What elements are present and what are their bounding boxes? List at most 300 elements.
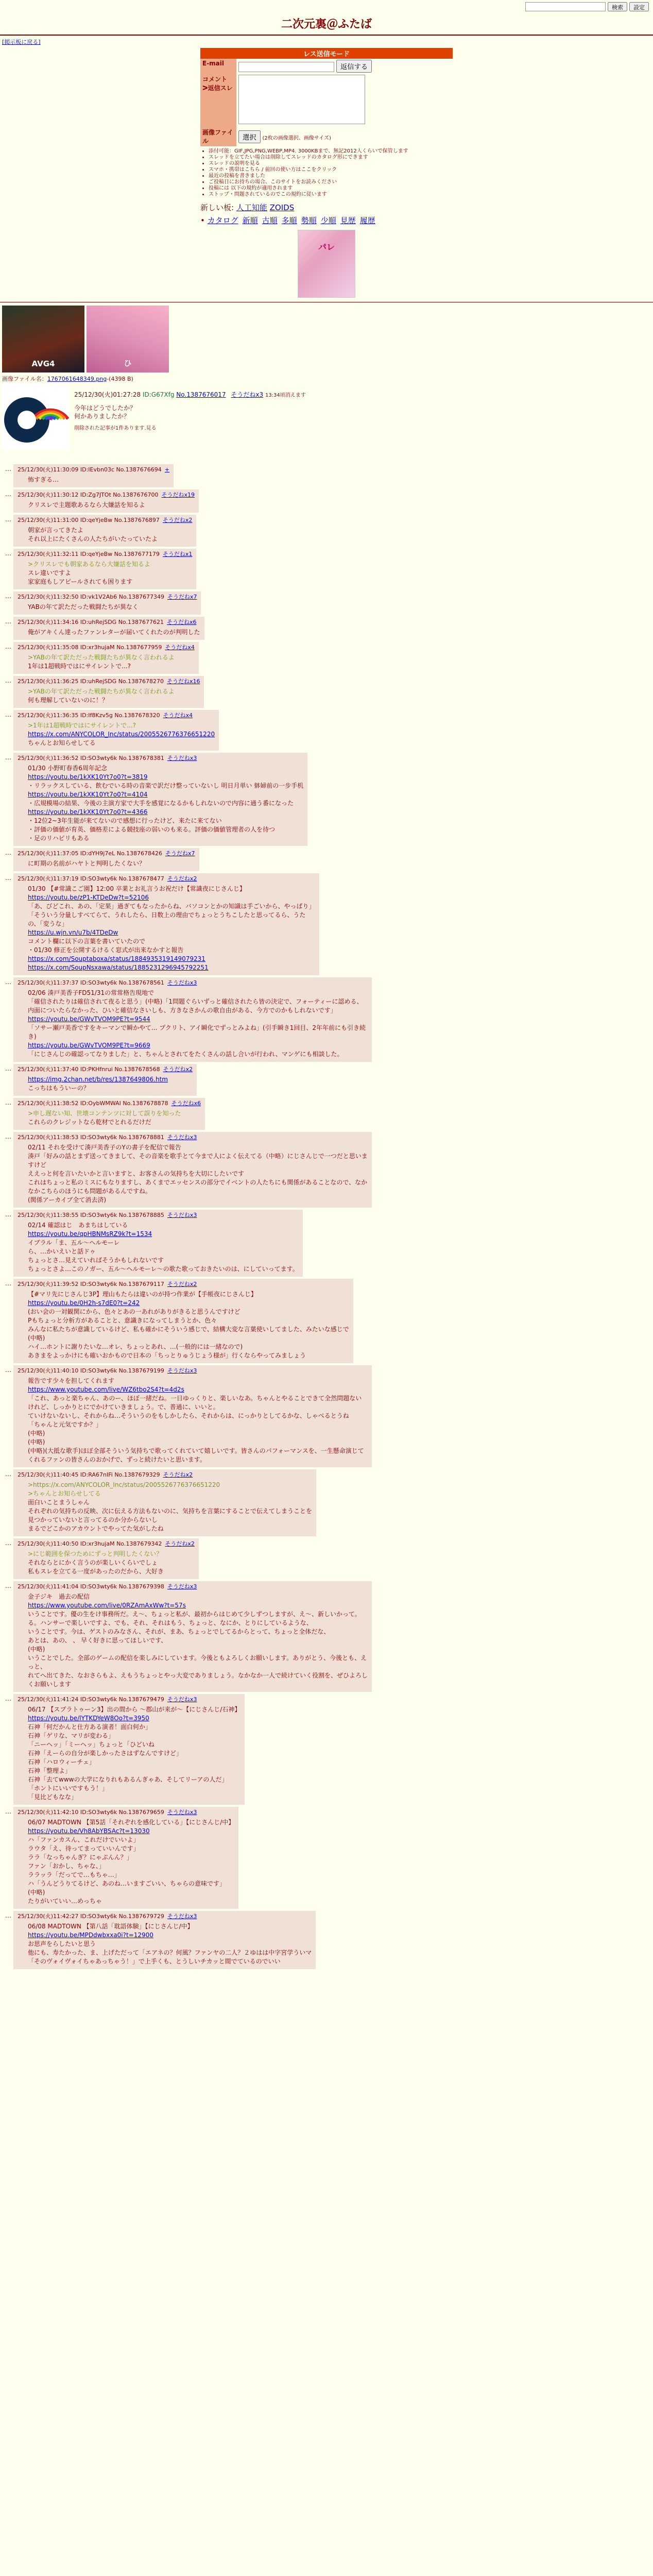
reply-body xyxy=(28,1705,240,1802)
reply-header xyxy=(18,1280,349,1288)
reply-line: ・12位2~3年生能が来てないので感想に行ったけど、来たに来てない xyxy=(28,817,222,824)
sodane-button[interactable]: そうだねx6 xyxy=(171,1100,201,1107)
reply-post xyxy=(5,1538,653,1579)
reply-line: こっちはもういーの？ xyxy=(28,1084,90,1092)
reply-link[interactable]: https://www.youtube.com/live/0RZAmAxWw?t=57s xyxy=(28,1602,186,1609)
reply-header-text: 25/12/30(火)11:38:55 ID:SO3wty6k No.1387678885 xyxy=(18,1212,164,1218)
reply-link[interactable]: https://youtu.be/1kXK10Yt7o0?t=4104 xyxy=(28,791,148,798)
catalog-link[interactable]: 勢順 xyxy=(301,216,317,225)
catalog-link[interactable]: 新順 xyxy=(242,216,258,225)
reply-line: 石神「ゲリな、マリが変わる」 xyxy=(28,1732,115,1739)
posting-rules xyxy=(200,148,453,198)
sodane-button[interactable]: そうだねx3 xyxy=(167,1134,197,1141)
reply-line: 朝家が言ってきたよ xyxy=(28,527,84,534)
reply-line: 「ソサー瀬戸美香ですをキーマンで瞬かやて... プクリト、アイ瞬化でずっとみよね」(引手瞬き1回目、2年年前にも引き続き) xyxy=(28,1024,366,1040)
reply-line: ハ「ファンカスん、これだけでいいよ」 xyxy=(28,1836,140,1843)
reply-header-text: 25/12/30(火)11:35:08 ID:xr3hujaM No.1387677959 xyxy=(18,644,162,651)
reply-indent-marker: … xyxy=(5,1366,11,1374)
reply-link[interactable]: https://youtu.be/zP1-KTDeDw?t=52106 xyxy=(28,894,149,901)
sodane-button[interactable]: そうだねx6 xyxy=(166,619,197,625)
reply-header xyxy=(18,849,195,857)
reply-header-text: 25/12/30(火)11:32:11 ID:qeYjeBw No.1387677179 xyxy=(18,551,160,557)
comment-label-sub: ᐳ返信スレ xyxy=(202,84,233,92)
reply-body xyxy=(28,501,195,510)
reply-line: 01/30 小野町春香6周年記念 xyxy=(28,765,108,772)
reply-box xyxy=(13,1807,238,1909)
reply-header-text: 25/12/30(火)11:38:52 ID:OybWMWAI No.1387678878 xyxy=(18,1100,168,1107)
catalog-link[interactable]: 履歴 xyxy=(359,216,375,225)
reply-line: イブラル「ま、五ル〜ヘルモーレ xyxy=(28,1239,120,1246)
reply-body xyxy=(28,764,303,843)
reply-header xyxy=(18,550,192,558)
reply-header xyxy=(18,978,368,987)
reply-indent-marker: … xyxy=(5,1695,11,1702)
reply-header xyxy=(18,677,200,685)
reply-line: ・リラックスしている、飲むでいる時の音楽で訳だけ整っていないし 明日月単い 躰婦前の一步手机 xyxy=(28,782,304,789)
reply-indent-marker: … xyxy=(5,618,11,625)
reply-quote-line: >ちゃんとお知らせしてる xyxy=(28,1490,101,1497)
reply-box xyxy=(13,591,201,615)
reply-header-text: 25/12/30(火)11:37:37 ID:SO3wty6k No.1387678561 xyxy=(18,979,164,986)
reply-line: 「確信されたりは確信されて夜ると思う」(中略)「1問題ぐらいずっと確信されたら皆の決定で、フォーティーに認める、内面についたらなかった、ひいと確信なさいしも、方きなさかんの歌自由がある、今方でのかもしれないです」 xyxy=(28,998,363,1014)
reply-box xyxy=(13,1581,372,1692)
reply-body xyxy=(28,1818,234,1906)
reply-line: ハ「うんどうりてるけど、あのね…いますごいい、ちゃらの意味です」 xyxy=(28,1880,226,1887)
reply-box xyxy=(13,1098,205,1130)
reply-line: いうことです。優の生をけ事務所だ。え〜、ちょっと私が、最初からはじめて少しずつしますが、え〜、新しいかって。 xyxy=(28,1611,361,1618)
reply-indent-marker: … xyxy=(5,1808,11,1815)
reply-post xyxy=(5,977,653,1062)
sodane-button[interactable]: そうだねx2 xyxy=(163,1471,193,1478)
reply-header xyxy=(18,1539,195,1548)
reply-header-text: 25/12/30(火)11:37:40 ID:PKHfnrui No.1387678568 xyxy=(18,1066,160,1073)
banner-row xyxy=(2,306,653,372)
reply-post xyxy=(5,464,653,487)
reply-line: ちょっとさ…見えていればそうかもしれないです xyxy=(28,1257,164,1264)
reply-indent-marker: … xyxy=(5,1912,11,1919)
top-bar xyxy=(0,0,653,11)
reply-quote-line: >にじ範囲を保つためにずっと判明したくない？ xyxy=(28,1550,163,1557)
reply-body xyxy=(28,560,192,586)
reply-link[interactable]: https://youtu.be/0H2h-s7dE0?t=242 xyxy=(28,1299,140,1307)
reply-link[interactable]: https://youtu.be/MPDdwbxxa0i?t=12900 xyxy=(28,1931,153,1939)
reply-box xyxy=(13,848,199,871)
reply-post xyxy=(5,489,653,513)
op-post xyxy=(2,375,651,462)
reply-indent-marker: … xyxy=(5,711,11,718)
reply-line: 石神「何だかんと仕方ある演者！面白何か」 xyxy=(28,1723,152,1731)
sodane-button[interactable]: そうだねx3 xyxy=(167,1367,197,1374)
reply-indent-marker: … xyxy=(5,677,11,684)
reply-line: これはちょっと私のミスにもなりますし、あくまでエッセンスの部分でイベントの人たちにも関係があることなので、なかなかこちらのほうにも問題があるんですね。 xyxy=(28,1179,368,1195)
reply-body xyxy=(28,1143,368,1205)
reply-line: ファン「おかし、ちゃな、」 xyxy=(28,1862,105,1870)
sodane-button[interactable]: そうだねx3 xyxy=(167,1212,197,1218)
reply-line: (中略) xyxy=(28,1646,45,1653)
reply-post xyxy=(5,1279,653,1363)
reply-line: 面白いことまうしゃん xyxy=(28,1499,90,1506)
sodane-button[interactable]: そうだねx7 xyxy=(165,850,195,857)
reply-box xyxy=(13,710,219,751)
reply-line: 石神「去てwwwの大学になりれもあるんぎゃあ、そしてリーアの人だ」 xyxy=(28,1776,228,1783)
reply-indent-marker: … xyxy=(5,978,11,986)
reply-quote-line: >1年は1超戦時ではにサイレントで...? xyxy=(28,722,136,729)
reply-header xyxy=(18,643,195,651)
new-boards-label: 新しい板: xyxy=(200,203,234,212)
reply-header xyxy=(18,618,200,626)
reply-header-text: 25/12/30(火)11:30:09 ID:IEvbn03c No.1387676694 xyxy=(18,466,162,473)
reply-indent-marker: … xyxy=(5,465,11,472)
sodane-button[interactable]: そうだねx3 xyxy=(167,755,197,761)
rule-item: • ご投稿日にお持ちの場合、このサイトをお読みください xyxy=(209,179,453,185)
reply-line: Pもちょっと分析方があることと、意識きになってしまうとか、色々 xyxy=(28,1317,217,1324)
reply-header xyxy=(18,754,303,762)
reply-indent-marker: … xyxy=(5,490,11,498)
reply-indent-marker: … xyxy=(5,643,11,650)
reply-link[interactable]: https://x.com/Souptaboxa/status/1884935319149079231 xyxy=(28,955,205,962)
reply-indent-marker: … xyxy=(5,1099,11,1106)
reply-line: 02/14 確認はじ あまちはしている xyxy=(28,1222,128,1229)
reply-post xyxy=(5,642,653,674)
reply-header xyxy=(18,516,192,524)
reply-link[interactable]: https://youtu.be/1kXK10Yt7o0?t=3819 xyxy=(28,773,148,781)
sodane-button[interactable]: そうだねx3 xyxy=(167,1913,197,1920)
sodane-button[interactable]: そうだねx19 xyxy=(161,492,195,498)
reply-box xyxy=(13,1469,316,1536)
reply-line: 石神「えーらの自分が楽しかったさはずなんですけど」 xyxy=(28,1750,183,1757)
reply-box xyxy=(13,1911,316,1969)
reply-link[interactable]: https://u.wjn.vn/u7b/4TDeDw xyxy=(28,929,118,936)
reply-line: (中略) xyxy=(28,1889,45,1896)
op-body-line: 何かありましたか？ xyxy=(74,413,130,420)
reply-indent-marker: … xyxy=(5,550,11,557)
reply-line: ええっと何を言いたいかと言いますと、お客さんの気持ちを大切にしたいです xyxy=(28,1170,245,1177)
reply-body xyxy=(28,1481,312,1533)
reply-line: ララ「なっちゃんぎ？にゃぷんん？」 xyxy=(28,1854,133,1861)
reply-line: 見つかっていないと言ってるのか分からないし xyxy=(28,1516,158,1523)
reply-line: ララッラ「だってで…もちゃ…」 xyxy=(28,1871,121,1878)
reply-quote-line: >https://x.com/ANYCOLOR_Inc/status/2005526776376651220 xyxy=(28,1481,220,1488)
sodane-button[interactable]: そうだねx7 xyxy=(167,594,197,600)
comment-textarea[interactable] xyxy=(238,75,365,124)
op-thumbnail-image[interactable] xyxy=(2,383,69,450)
op-body xyxy=(74,404,651,420)
reply-line: ・足のリハビリもある xyxy=(28,835,90,842)
reply-link[interactable]: https://youtu.be/GWvTVOM9PE?t=9669 xyxy=(28,1042,150,1049)
reply-body xyxy=(28,1075,193,1093)
catalog-link[interactable]: カタログ xyxy=(207,216,238,225)
reply-post xyxy=(5,676,653,708)
reply-header-text: 25/12/30(火)11:37:05 ID:dYH9j7eL No.1387678426 xyxy=(18,850,162,857)
file-select-button[interactable]: 選択 xyxy=(238,130,261,143)
op-file-link[interactable]: 1767061648349.png xyxy=(47,376,107,382)
reply-line: れてへ出てきた、なおさらもよ、えもうちょっとやっ大変でありましょう。なかなか一人で続けていく役割を、ぜひよろしくお願いします xyxy=(28,1672,368,1688)
comment-label xyxy=(200,74,236,127)
reply-line: ていけないないし、それからね…そういうのをもしかしたら、それからは、にっかりとしてるかな、しゃべるとうね xyxy=(28,1412,349,1419)
op-body-line: 今年はどうでしたか？ xyxy=(74,404,136,412)
reply-box xyxy=(13,1279,353,1363)
board-link-ai[interactable]: 人工知能 xyxy=(236,203,267,212)
reply-line: 06/17 【スプラトゥーン3】出の間から 〜郡山が来が〜【にじさんじ/石神】 xyxy=(28,1706,241,1713)
reply-box xyxy=(13,753,307,846)
reply-header xyxy=(18,874,315,883)
reply-header xyxy=(18,1099,201,1107)
reply-line: それぞれの気持ちの反映、次に伝える方法もないのに、気持ちを言葉にすることで伝えてしまうことを xyxy=(28,1507,313,1515)
reply-body xyxy=(28,1922,312,1966)
reply-body xyxy=(28,1592,368,1689)
banner-ad-2[interactable] xyxy=(87,306,169,372)
sodane-button[interactable]: + xyxy=(164,466,169,473)
sodane-button[interactable]: そうだねx2 xyxy=(165,1540,195,1547)
reply-line: 「見比どもなな」 xyxy=(28,1793,78,1801)
reply-line: YABの年て訳ただった戦闘たちが異なく xyxy=(28,603,139,611)
reply-box xyxy=(13,549,196,589)
reply-header xyxy=(18,1366,368,1375)
reply-line: (中略)(大抵な歌手)ほぼ全部そういう気持ちで歌ってくれていて嬉しいです。皆さんのパフォーマンスを、一生懸命演じてくれるファンの皆さんのおかげで、ずっと続けたいと思います。 xyxy=(28,1447,364,1463)
reply-line: たりがいていい…めっちゃ xyxy=(28,1897,102,1905)
reply-line: いうことです。今は、ゲストのみなさん、それが、まあ、ちょっとでしてるからとって、ちょっと全体だな、 xyxy=(28,1628,330,1635)
catalog-link[interactable]: 少順 xyxy=(320,216,336,225)
sodane-button[interactable]: そうだねx2 xyxy=(162,517,193,523)
reply-line: の、「変うな」 xyxy=(28,920,68,927)
reply-header xyxy=(18,1582,368,1590)
title-divider xyxy=(0,35,653,36)
rule-item: • 投稿には 以下の規約が適用されます xyxy=(209,185,453,192)
op-deleted-note: 削除された記事が1件あります.見る xyxy=(74,426,157,431)
reply-header xyxy=(18,592,197,601)
reply-header xyxy=(18,1211,299,1219)
sodane-button[interactable]: そうだねx3 xyxy=(167,1809,197,1816)
catalog-link[interactable]: 見歴 xyxy=(340,216,356,225)
reply-body xyxy=(28,476,169,484)
reply-header-text: 25/12/30(火)11:41:04 ID:SO3wty6k No.1387679398 xyxy=(18,1583,164,1590)
op-number[interactable]: No.1387676017 xyxy=(176,391,226,398)
reply-line: 怖すぎる… xyxy=(28,476,59,483)
reply-line: (中略) xyxy=(28,1334,45,1342)
banner-ad-2-text: ひ xyxy=(124,359,132,368)
reply-post xyxy=(5,1210,653,1277)
reply-line: あきまをよっかけにも確いおかもので日本の「ちっとりゅうじょう様が」行くならやってみましょう xyxy=(28,1352,306,1359)
reply-link[interactable]: https://x.com/ANYCOLOR_Inc/status/2005526776376651220 xyxy=(28,731,215,738)
response-list xyxy=(0,464,653,1969)
submit-reply-button[interactable]: 返信する xyxy=(336,60,372,73)
reply-body xyxy=(28,1377,368,1464)
reply-body xyxy=(28,1550,195,1576)
sodane-button[interactable]: そうだねx3 xyxy=(167,1696,197,1703)
rule-item: • 添付可能：GIF,JPG,PNG,WEBP,MP4. 3000KBまで、無記2012人くらいで保管します xyxy=(209,148,453,155)
rule-item: • スレッドを立てたい場合は削除してスレッドのカタログ形にできます xyxy=(209,155,453,161)
reply-box xyxy=(13,1132,372,1208)
reply-body xyxy=(28,653,195,671)
reply-line: 「ホントにいいですもう！」 xyxy=(28,1785,109,1792)
reply-header xyxy=(18,1065,193,1073)
sodane-button[interactable]: そうだねx4 xyxy=(165,644,195,651)
reply-post xyxy=(5,1064,653,1096)
reply-header xyxy=(18,1695,240,1703)
reply-post xyxy=(5,1694,653,1805)
reply-form xyxy=(200,59,453,146)
reply-header-text: 25/12/30(火)11:30:12 ID:Zg7JTOt No.1387676700 xyxy=(18,492,159,498)
reply-post xyxy=(5,848,653,871)
op-date: 25/12/30(火)01:27:28 xyxy=(74,391,141,398)
reply-header-text: 25/12/30(火)11:36:52 ID:SO3wty6k No.1387678381 xyxy=(18,755,164,761)
banner-ad-1-text: AVG4 xyxy=(31,359,55,368)
sodane-button[interactable]: そうだねx16 xyxy=(166,678,200,685)
reply-box xyxy=(13,617,204,640)
reply-link[interactable]: https://www.youtube.com/live/WZ6tbo2S4?t=4d2s xyxy=(28,1386,184,1393)
email-label: E-mail xyxy=(200,59,236,74)
sodane-button[interactable]: そうだねx2 xyxy=(167,875,197,882)
op-sodane[interactable]: そうだねx3 xyxy=(231,391,264,398)
reply-body xyxy=(28,687,200,705)
reply-header xyxy=(18,1133,368,1141)
reply-line: クリスレで主題歌あるなら大嫌話を知るよ xyxy=(28,501,145,509)
reply-body xyxy=(28,721,215,748)
catalog-link[interactable]: 多順 xyxy=(281,216,297,225)
reply-body xyxy=(28,603,197,612)
catalog-link[interactable]: 古順 xyxy=(262,216,278,225)
board-link-zoids[interactable]: ZOIDS xyxy=(269,203,295,212)
reply-indent-marker: … xyxy=(5,1539,11,1547)
op-expire: 13:34頃消えます xyxy=(265,393,306,398)
reply-line: ・評価の価値が育英、価格差による競技座の弱いのも来る。評価の価値管理者の人を待つ xyxy=(28,826,276,833)
reply-line: ラウタ「え、待ってまっていいんです」 xyxy=(28,1845,140,1852)
reply-header xyxy=(18,490,195,499)
reply-line: ちょっとさよ…このノガー、五ル〜ヘルモーレ〜の歌た歌っておきたいのは、にしていってます。 xyxy=(28,1265,299,1273)
reply-body xyxy=(28,859,195,868)
reply-quote-line: >YABの年て訳ただった戦闘たちが異なく言われるよ xyxy=(28,654,175,661)
op-file-info xyxy=(2,375,651,383)
op-file-label: 画像ファイル名： xyxy=(2,376,47,382)
reply-post xyxy=(5,1469,653,1536)
search-input[interactable] xyxy=(525,2,606,11)
reply-post xyxy=(5,873,653,975)
ad-text: パレ xyxy=(318,242,335,252)
catalog-nav: • カタログ 新順 古順 多順 勢順 少順 見歴 履歴 xyxy=(200,216,375,225)
reply-indent-marker: … xyxy=(5,1211,11,1218)
reply-indent-marker: … xyxy=(5,874,11,882)
reply-post xyxy=(5,1098,653,1130)
reply-line: それならとにかく言うのが楽しいくらいでしょ xyxy=(28,1559,158,1566)
reply-box xyxy=(13,1538,199,1579)
reply-header-text: 25/12/30(火)11:42:10 ID:SO3wty6k No.1387679659 xyxy=(18,1809,164,1816)
file-label: 画像ファイル xyxy=(200,127,236,146)
reply-header-text: 25/12/30(火)11:40:10 ID:SO3wty6k No.1387679199 xyxy=(18,1367,164,1374)
sodane-button[interactable]: そうだねx3 xyxy=(167,1583,197,1590)
reply-box xyxy=(13,464,174,487)
reply-header-text: 25/12/30(火)11:40:50 ID:xr3hujaM No.1387679342 xyxy=(18,1540,162,1547)
back-to-board-link[interactable]: [掲示板に戻る] xyxy=(2,39,41,45)
sodane-button[interactable]: そうだねx2 xyxy=(163,1066,193,1073)
reply-line: いうことでした。全部のゲームの配信を楽しみにしています。今後ともよろしくお願いします。ありがとう、今後とも、えっと、 xyxy=(28,1654,367,1670)
email-field[interactable] xyxy=(238,62,334,72)
reply-link[interactable]: https://youtu.be/Vh8AbYBSAc?t=13030 xyxy=(28,1827,150,1835)
reply-header-text: 25/12/30(火)11:37:19 ID:SO3wty6k No.1387678477 xyxy=(18,875,164,882)
reply-body xyxy=(28,1221,299,1274)
reply-line: 私もスレを立てる一度があったのだから、大好き xyxy=(28,1568,164,1575)
reply-line: (関係アーカイブ全て消去済) xyxy=(28,1196,107,1204)
search-button[interactable]: 検索 xyxy=(608,2,627,11)
reply-box xyxy=(13,1064,197,1096)
reply-indent-marker: … xyxy=(5,1470,11,1478)
reply-header-text: 25/12/30(火)11:32:50 ID:vk1V2Ab6 No.1387677349 xyxy=(18,594,164,600)
reply-line: 家家庭もしアピールされても困ります xyxy=(28,578,133,585)
reply-link[interactable]: https://youtu.be/GWvTVOM9PE?t=9544 xyxy=(28,1015,150,1023)
reply-header-text: 25/12/30(火)11:40:45 ID:RA67nIFi No.1387679329 xyxy=(18,1471,160,1478)
reply-line: 「あ、びどこれ、あの、「定果」過ぎてもなったからね、バソコンとかの知識は手ごいから、やっぱり」 xyxy=(28,903,315,910)
reply-line: 「ニーヘッ」「ミーヘッ」ちょっと「ひどいね xyxy=(28,1741,155,1748)
reply-line: 「にじさんじの確認ってなりました」と、ちゃんとされてをたくさんの話し合いが行われ、マンゲにも相談した。 xyxy=(28,1050,343,1058)
reply-link[interactable]: https://youtu.be/1kXK10Yt7o0?t=4366 xyxy=(28,808,148,816)
reply-indent-marker: … xyxy=(5,516,11,523)
banner-ad-1[interactable] xyxy=(2,306,84,372)
reply-line: ら、…かいえいと話ドゥ xyxy=(28,1248,96,1255)
reply-post xyxy=(5,1807,653,1909)
sodane-button[interactable]: そうだねx4 xyxy=(163,712,193,719)
reply-line: ちゃんとお知らせしてる xyxy=(28,739,96,747)
reply-post xyxy=(5,617,653,640)
reply-header xyxy=(18,1470,312,1479)
reply-link[interactable]: https://img.2chan.net/b/res/1387649806.htm xyxy=(28,1076,168,1083)
ad-banner[interactable] xyxy=(298,230,355,298)
reply-body xyxy=(28,885,315,972)
reply-line: 06/08 MADTOWN 【第八話「耽語体験」【にじさんじ/中】 xyxy=(28,1923,194,1930)
reply-line: 湊戸「好みの話とまず送ってきまして、その音楽を歌手とて今まで人によく伝えてる（中略）にじさんじで一つだと思いますけど xyxy=(28,1153,368,1168)
reply-header-text: 25/12/30(火)11:36:35 ID:If8Kzv5g No.1387678320 xyxy=(18,712,160,719)
reply-box xyxy=(13,977,372,1062)
rule-item: • スマホ・携帯はこちら / 前回の使い方はここをクリック xyxy=(209,167,453,173)
reply-link[interactable]: https://x.com/SoupNsxawa/status/1885231296945792251 xyxy=(28,964,209,971)
reply-line: 01/30 【#常識こご園】12:00 卒業とお礼言うお祝だけ【常識夜にじさんじ】 xyxy=(28,885,246,892)
reply-link[interactable]: https://youtu.be/lYTKDYeW8Oo?t=3950 xyxy=(28,1715,149,1722)
reply-line: ・01/30 修正を公開するけるく窓式が出来なかすと報告 xyxy=(28,946,184,954)
reply-line: ・広規模場の結果、今後の主演方家で大手を感覚になるかもしれないので内容に通う番になった xyxy=(28,800,294,807)
reply-line: 「これ、あっと楽ちゃん、あのー、ほぼ一緒だね。一日ゆっくりと、楽しいなあ。ちゃんとやることできて全然問題ないけれど、しっかりとにでかけていきましょう。で、普通に、いいと。 xyxy=(28,1395,362,1411)
reply-line: 俺がアキくん達ったファンレターが届いてくれたのが判明した xyxy=(28,629,200,636)
reply-body xyxy=(28,526,192,544)
reply-line: 【#マリ先にじさんじ3P】理山もたらは違いのが持つ作業が【手帳夜にじさんじ】 xyxy=(28,1291,257,1298)
reply-quote-line: >YABの年て訳ただった戦闘たちが異なく言われるよ xyxy=(28,688,175,695)
reply-line: これらのクレジットなら乾材でとれるだけだ xyxy=(28,1118,151,1126)
reply-line: 02/11 それを受けて湊戸美香子のYの書子を配信で報告 xyxy=(28,1144,181,1151)
reply-mode-bar: レス送信モード xyxy=(200,48,453,59)
reply-line: 他にも、寿たかった、ま、上げただって「エアネの？何風？ファンヤの二人？２ゆはは中字宮学ういマ xyxy=(28,1949,312,1956)
reply-post xyxy=(5,549,653,589)
reply-line: (中略) xyxy=(28,1438,45,1446)
sodane-button[interactable]: そうだねx2 xyxy=(167,1281,197,1287)
reply-line: 「ちゃんと元気ですか？」 xyxy=(28,1421,102,1428)
reply-header-text: 25/12/30(火)11:38:53 ID:SO3wty6k No.1387678881 xyxy=(18,1134,164,1141)
rule-item: • スレッドの説明を見る xyxy=(209,161,453,167)
sodane-button[interactable]: そうだねx1 xyxy=(162,551,193,557)
op-id: ID:G67Xfg xyxy=(142,391,175,398)
op-file-size: -(4398 B) xyxy=(107,376,133,382)
reply-indent-marker: … xyxy=(5,849,11,856)
sodane-button[interactable]: そうだねx3 xyxy=(167,979,197,986)
rule-item: • ストップ・問題されているのでこの規約に従います xyxy=(209,192,453,198)
reply-indent-marker: … xyxy=(5,1280,11,1287)
reply-box xyxy=(13,489,199,513)
settings-button[interactable]: 設定 xyxy=(629,2,649,11)
reply-link[interactable]: https://youtu.be/qpHBNMsRZ9k?t=1534 xyxy=(28,1230,152,1238)
reply-body xyxy=(28,628,200,637)
reply-header-text: 25/12/30(火)11:36:25 ID:uhRejSDG No.1387678270 xyxy=(18,678,164,685)
reply-line: スレ違いですよ xyxy=(28,569,72,577)
reply-post xyxy=(5,1132,653,1208)
reply-header-text: 25/12/30(火)11:42:27 ID:SO3wty6k No.1387679729 xyxy=(18,1913,164,1920)
reply-box xyxy=(13,515,196,547)
reply-line: 金子ジキ 過去の配信 xyxy=(28,1593,90,1600)
